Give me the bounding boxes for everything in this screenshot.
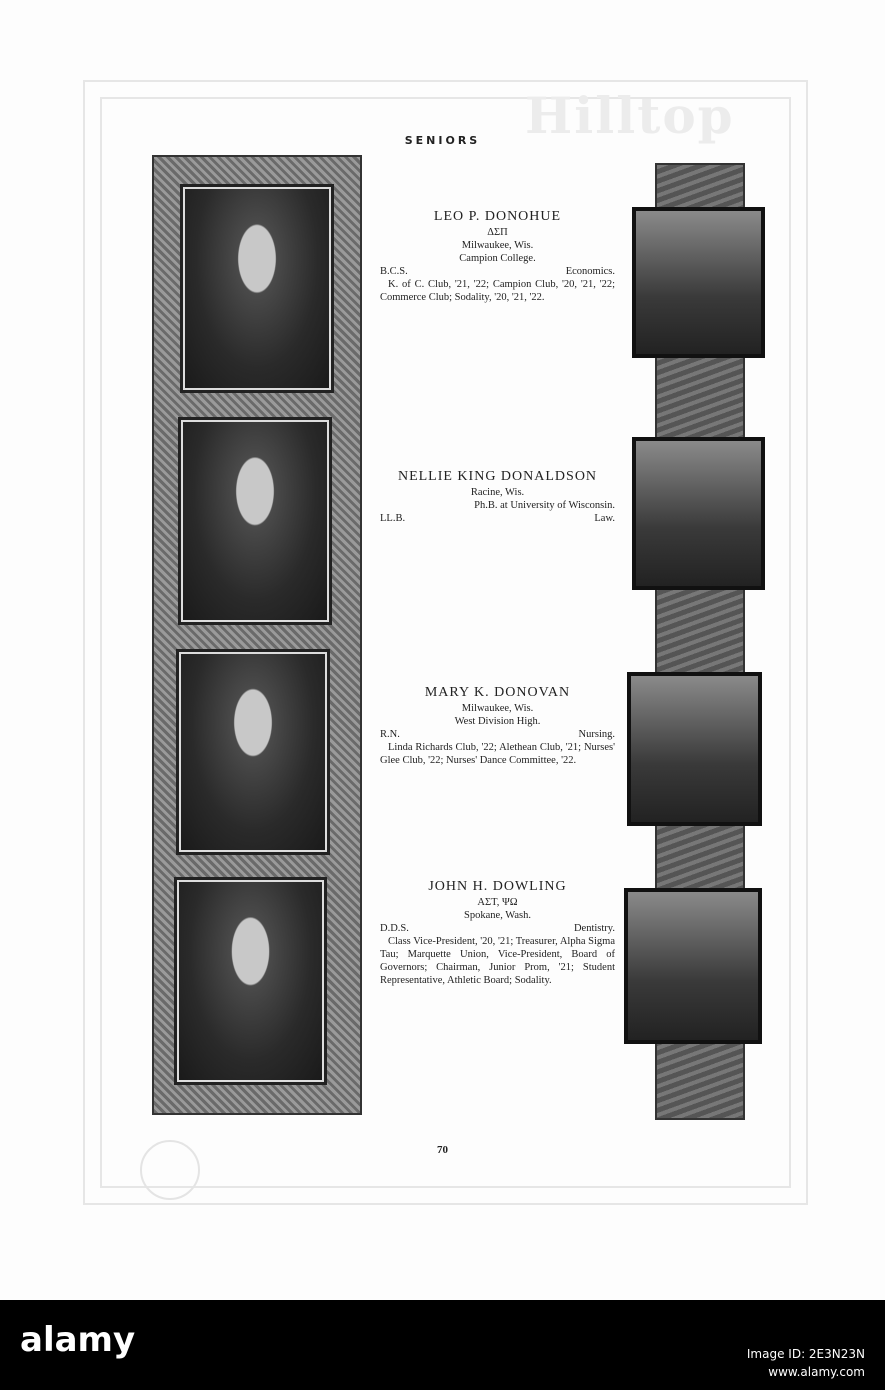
- student-name: JOHN H. DOWLING: [428, 879, 567, 894]
- site-url: www.alamy.com: [768, 1365, 865, 1379]
- portrait-donohue: [183, 187, 331, 390]
- snapshot-donaldson: [632, 437, 765, 590]
- page-number: 70: [437, 1144, 448, 1156]
- entry-dowling: [380, 878, 615, 987]
- student-name: NELLIE KING DONALDSON: [397, 469, 598, 484]
- student-name: MARY K. DONOVAN: [424, 685, 571, 700]
- degree: B.C.S.: [380, 266, 408, 277]
- field: Law.: [594, 513, 615, 524]
- school: Ph.B. at University of Wisconsin.: [474, 500, 615, 511]
- portrait-dowling: [177, 880, 324, 1082]
- school: Campion College.: [459, 253, 536, 264]
- hilltop-watermark: Hilltop: [525, 86, 735, 145]
- entry-donaldson: [380, 468, 615, 525]
- student-name: LEO P. DONOHUE: [433, 209, 562, 224]
- alamy-logo: alamy: [20, 1320, 136, 1360]
- snapshot-donohue: [632, 207, 765, 358]
- entry-donovan: [380, 684, 615, 767]
- section-title: SENIORS: [404, 134, 481, 147]
- activities: Class Vice-President, '20, '21; Treasurer, Alpha Sigma Tau; Marquette Union, Vice-President, Board of Governors; Chairman, Junior Prom, '21; Student Representative, Athletic Board; Sodality.: [380, 936, 615, 986]
- snapshot-dowling: [624, 888, 762, 1044]
- activities: K. of C. Club, '21, '22; Campion Club, '20, '21, '22; Commerce Club; Sodality, '20, '21, '22.: [380, 279, 615, 303]
- fraternity: ΑΣΤ, ΨΩ: [477, 897, 518, 908]
- school: West Division High.: [454, 716, 541, 727]
- entry-donohue: [380, 208, 615, 304]
- field: Dentistry.: [573, 923, 615, 934]
- degree: R.N.: [380, 729, 400, 740]
- field: Economics.: [565, 266, 615, 277]
- portrait-donovan: [179, 652, 327, 852]
- portrait-donaldson: [181, 420, 329, 622]
- fraternity: ΔΣΠ: [487, 227, 508, 238]
- hometown: Racine, Wis.: [470, 487, 525, 498]
- hometown: Spokane, Wash.: [464, 910, 531, 921]
- activities: Linda Richards Club, '22; Alethean Club, '21; Nurses' Glee Club, '22; Nurses' Dance Committee, '22.: [380, 742, 615, 766]
- image-id: Image ID: 2E3N23N: [746, 1347, 865, 1361]
- snapshot-donovan: [627, 672, 762, 826]
- degree: LL.B.: [380, 513, 406, 524]
- image-info: [747, 1345, 865, 1381]
- hometown: Milwaukee, Wis.: [461, 703, 534, 714]
- degree: D.D.S.: [380, 923, 409, 934]
- field: Nursing.: [578, 729, 615, 740]
- hometown: Milwaukee, Wis.: [461, 240, 534, 251]
